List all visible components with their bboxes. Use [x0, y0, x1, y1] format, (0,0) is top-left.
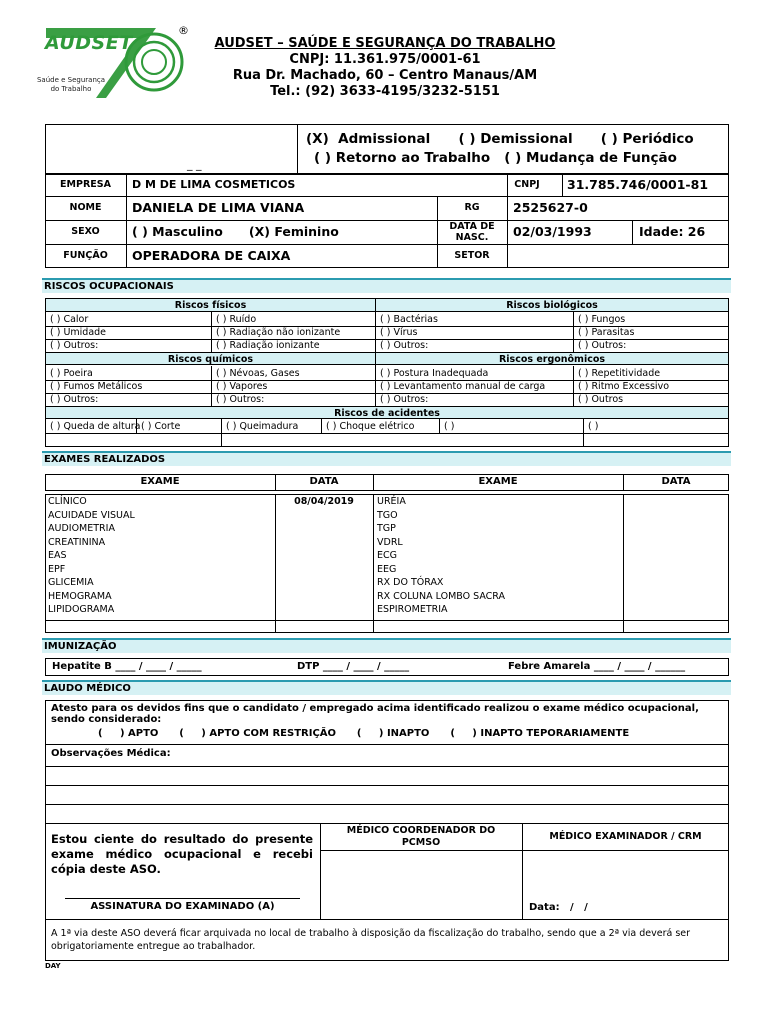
exam-cell: RX DO TÓRAX [377, 577, 444, 588]
risk-item[interactable]: ( ) Outros: [380, 394, 429, 405]
nasc-value: 02/03/1993 [513, 224, 592, 239]
exam-type-marks: _ _ [187, 158, 202, 171]
logo-brand: AUDSET [45, 32, 133, 54]
exam-cell [275, 549, 373, 562]
riscos-quimicos-header: Riscos químicos [46, 352, 375, 365]
exam-type-line2: ( ) Retorno ao Trabalho ( ) Mudança de Função [314, 150, 677, 166]
laudo-opcoes[interactable]: ( ) APTO ( ) APTO COM RESTRIÇÃO ( ) INAPTO ( ) INAPTO TEPORARIAMENTE [98, 728, 630, 739]
exam-cell: URÉIA [377, 496, 406, 507]
risk-item[interactable]: ( ) Parasitas [578, 327, 635, 338]
risk-item[interactable]: ( ) Corte [141, 421, 181, 432]
rg-value: 2525627-0 [513, 200, 588, 215]
exam-cell [275, 576, 373, 589]
risk-item[interactable]: ( ) Vírus [380, 327, 418, 338]
col-data-right: DATA [661, 476, 691, 487]
risk-item[interactable]: ( ) Postura Inadequada [380, 368, 489, 379]
exam-cell: RX COLUNA LOMBO SACRA [377, 590, 505, 602]
exam-cell: TGO [377, 509, 398, 521]
risk-item[interactable]: ( ) Outros: [216, 394, 265, 405]
exam-cell: 08/04/2019 [294, 496, 354, 507]
exam-cell: CLÍNICO [48, 496, 87, 507]
cnpj-value: 31.785.746/0001-81 [567, 177, 709, 192]
assinatura-label: ASSINATURA DO EXAMINADO (A) [90, 901, 275, 912]
risk-item[interactable]: ( ) Queda de altura [50, 421, 141, 432]
funcao-value: OPERADORA DE CAIXA [132, 248, 291, 263]
risk-item[interactable]: ( ) Ritmo Excessivo [578, 381, 670, 392]
riscos-fisicos-header: Riscos físicos [46, 299, 375, 312]
risk-item[interactable]: ( ) Queimadura [226, 421, 299, 432]
company-phone: Tel.: (92) 3633-4195/3232-5151 [270, 84, 500, 99]
exam-cell: EEG [377, 563, 397, 575]
risk-item[interactable]: ( ) Umidade [50, 327, 107, 338]
dtp[interactable]: DTP ____ / ____ / _____ [297, 661, 410, 672]
exam-cell: CREATININA [48, 536, 106, 548]
cnpj-label: CNPJ [514, 179, 540, 190]
exam-cell [275, 509, 373, 522]
sexo-label: SEXO [71, 226, 100, 237]
risk-item[interactable]: ( ) Bactérias [380, 314, 438, 325]
laudo-atesto-1: Atesto para os devidos fins que o candidato / empregado acima identificado realizou o exame médico ocupacional, [51, 703, 699, 714]
company-cnpj: CNPJ: 11.361.975/0001-61 [289, 52, 481, 67]
examinador-label: MÉDICO EXAMINADOR / CRM [549, 831, 702, 842]
company-address: Rua Dr. Machado, 60 – Centro Manaus/AM [232, 68, 538, 83]
setor-label: SETOR [454, 250, 490, 261]
logo-tagline: Saúde e Segurança do Trabalho [36, 76, 106, 93]
rg-label: RG [464, 202, 480, 213]
exam-cell: HEMOGRAMA [48, 590, 112, 602]
laudo-atesto-2: sendo considerado: [51, 714, 162, 725]
risk-item[interactable]: ( ) Outros: [50, 394, 99, 405]
ciente-text: Estou ciente do resultado do presente exame médico ocupacional e recebi cópia deste ASO. [51, 832, 313, 876]
exam-cell: VDRL [377, 536, 403, 548]
footer-code: DAY [45, 962, 61, 970]
company-header [205, 36, 565, 100]
risk-item[interactable]: ( ) Outros: [50, 340, 99, 351]
risk-item[interactable]: ( ) [588, 421, 599, 432]
risk-item[interactable]: ( ) Vapores [216, 381, 268, 392]
exam-cell: ESPIROMETRIA [377, 604, 448, 615]
coordenador-label: MÉDICO COORDENADOR DO PCMSO [346, 825, 496, 848]
exam-cell [275, 563, 373, 576]
risk-item[interactable]: ( ) Névoas, Gases [216, 368, 300, 379]
risk-item[interactable]: ( ) [444, 421, 455, 432]
exam-cell: LIPIDOGRAMA [48, 604, 115, 615]
funcao-label: FUNÇÃO [63, 250, 108, 261]
exam-cell: ECG [377, 550, 397, 561]
nota-vias: A 1ª via deste ASO deverá ficar arquivada no local de trabalho à disposição da fiscalização do trabalho, sendo que a 2ª via deverá ser obrigatoriamente entregue ao trabalhador. [51, 928, 691, 952]
nome-value: DANIELA DE LIMA VIANA [132, 200, 305, 215]
col-exame-right: EXAME [478, 476, 518, 487]
risk-item[interactable]: ( ) Fungos [578, 314, 626, 325]
observacoes-label: Observações Médica: [51, 748, 171, 759]
risk-item[interactable]: ( ) Radiação não ionizante [216, 327, 341, 338]
exam-cell [275, 603, 373, 616]
sexo-value: ( ) Masculino (X) Feminino [132, 224, 339, 239]
exam-cell: GLICEMIA [48, 577, 94, 588]
empresa-value: D M DE LIMA COSMETICOS [132, 178, 296, 191]
risk-item[interactable]: ( ) Outros [578, 394, 624, 405]
section-exames: EXAMES REALIZADOS [42, 451, 731, 466]
idade-value: Idade: 26 [639, 224, 706, 239]
riscos-grid [45, 298, 729, 447]
risk-item[interactable]: ( ) Ruído [216, 314, 257, 325]
risk-item[interactable]: ( ) Radiação ionizante [216, 340, 320, 351]
nome-label: NOME [69, 202, 102, 213]
exam-cell [275, 522, 373, 535]
riscos-acidentes-header: Riscos de acidentes [46, 406, 728, 419]
exam-type-line1: (X) Admissional ( ) Demissional ( ) Periódico [306, 131, 694, 147]
exam-cell: AUDIOMETRIA [48, 523, 115, 534]
col-exame-left: EXAME [140, 476, 180, 487]
registered-mark: ® [178, 24, 189, 37]
exam-cell: ACUIDADE VISUAL [48, 509, 135, 521]
section-imunizacao: IMUNIZAÇÃO [42, 638, 731, 653]
riscos-biologicos-header: Riscos biológicos [375, 299, 728, 312]
risk-item[interactable]: ( ) Fumos Metálicos [50, 381, 143, 392]
empresa-label: EMPRESA [60, 179, 111, 190]
data-field[interactable]: Data: / / [529, 902, 588, 913]
exam-cell: EAS [48, 550, 67, 561]
risk-item[interactable]: ( ) Poeira [50, 368, 93, 379]
riscos-ergonomicos-header: Riscos ergonômicos [375, 352, 728, 365]
risk-item[interactable]: ( ) Levantamento manual de carga [380, 381, 546, 392]
febre-amarela[interactable]: Febre Amarela ____ / ____ / ______ [508, 661, 686, 672]
hepatite-b[interactable]: Hepatite B ____ / ____ / _____ [52, 661, 202, 672]
nasc-label: DATA DE NASC. [449, 221, 495, 243]
exam-cell [275, 536, 373, 549]
col-data-left: DATA [309, 476, 339, 487]
risk-item[interactable]: ( ) Outros: [578, 340, 627, 351]
risk-item[interactable]: ( ) Choque elétrico [326, 421, 415, 432]
exam-cell: EPF [48, 563, 66, 575]
company-title: AUDSET – SAÚDE E SEGURANÇA DO TRABALHO [214, 36, 556, 51]
risk-item[interactable]: ( ) Outros: [380, 340, 429, 351]
exam-cell [275, 590, 373, 603]
risk-item[interactable]: ( ) Repetitividade [578, 368, 661, 379]
section-riscos: RISCOS OCUPACIONAIS [42, 278, 731, 293]
exam-cell: TGP [377, 523, 396, 534]
risk-item[interactable]: ( ) Calor [50, 314, 89, 325]
section-laudo: LAUDO MÉDICO [42, 680, 731, 695]
